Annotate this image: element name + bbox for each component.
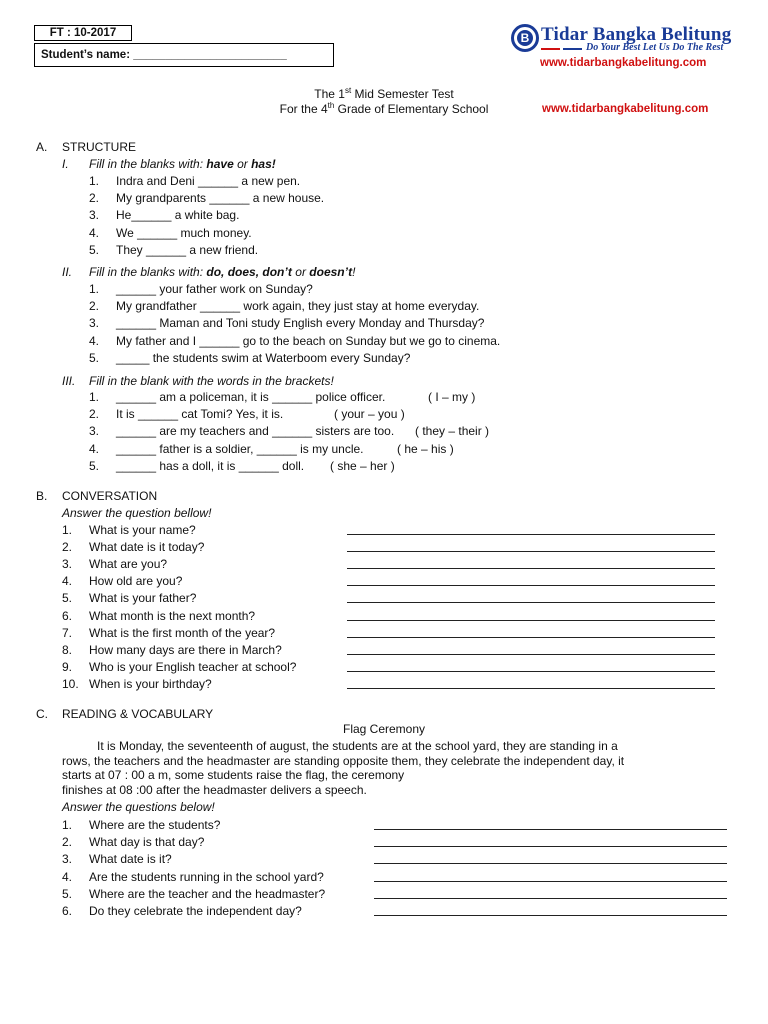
story-line-1: It is Monday, the seventeenth of august, the students are at the school yard, they are standing in a bbox=[97, 739, 618, 753]
question-text: How many days are there in March? bbox=[89, 642, 282, 657]
part3-roman: III. bbox=[62, 374, 76, 388]
story-line-4: finishes at 08 :00 after the headmaster delivers a speech. bbox=[62, 783, 367, 797]
question-text: Where are the students? bbox=[89, 818, 221, 832]
question-text: Do they celebrate the independent day? bbox=[89, 904, 302, 918]
student-name-box bbox=[34, 43, 334, 67]
list-item-number: 5. bbox=[89, 350, 100, 365]
question-number: 1. bbox=[62, 818, 73, 832]
list-item-number: 5. bbox=[89, 242, 100, 257]
section-b-title: CONVERSATION bbox=[62, 489, 158, 503]
part3-instruction: Fill in the blank with the words in the brackets! bbox=[89, 374, 334, 388]
list-item-number: 4. bbox=[89, 441, 100, 456]
list-item-number: 2. bbox=[89, 191, 100, 206]
fill-blank-item: ______ Maman and Toni study English every Monday and Thursday? bbox=[116, 316, 485, 331]
question-number: 8. bbox=[62, 642, 73, 657]
part1-roman: I. bbox=[62, 157, 69, 171]
fill-blank-item: My grandfather ______ work again, they just stay at home everyday. bbox=[116, 299, 480, 314]
brand-logo-letter: B bbox=[520, 31, 530, 45]
section-b-instruction: Answer the question bellow! bbox=[62, 506, 212, 520]
brand-underline-red bbox=[541, 48, 560, 50]
part2-instruction: Fill in the blanks with: do, does, don’t or doesn’t! bbox=[89, 265, 356, 279]
answer-line[interactable] bbox=[374, 898, 727, 899]
answer-line[interactable] bbox=[347, 585, 715, 586]
answer-line[interactable] bbox=[347, 688, 715, 689]
answer-line[interactable] bbox=[347, 568, 715, 569]
answer-line[interactable] bbox=[374, 829, 727, 830]
fill-blank-item: ______ has a doll, it is ______ doll. bbox=[116, 458, 305, 473]
bracket-hint: ( they – their ) bbox=[415, 424, 490, 439]
answer-line[interactable] bbox=[374, 846, 727, 847]
part1-instruction: Fill in the blanks with: have or has! bbox=[89, 157, 276, 171]
page-title-line1: The 1st Mid Semester Test bbox=[314, 86, 454, 101]
section-c-letter: C. bbox=[36, 707, 48, 721]
question-text: What are you? bbox=[89, 557, 168, 572]
list-item-number: 4. bbox=[89, 225, 100, 240]
question-number: 5. bbox=[62, 886, 73, 901]
fill-blank-item: ______ father is a soldier, ______ is my uncle. bbox=[116, 441, 364, 456]
fill-blank-item: My grandparents ______ a new house. bbox=[116, 191, 325, 206]
question-number: 4. bbox=[62, 869, 73, 884]
fill-blank-item: _____ the students swim at Waterboom every Sunday? bbox=[116, 350, 411, 365]
question-number: 6. bbox=[62, 608, 73, 623]
fill-blank-item: They ______ a new friend. bbox=[116, 242, 259, 257]
fill-blank-item: ______ am a policeman, it is ______ police officer. bbox=[116, 390, 386, 404]
story-title: Flag Ceremony bbox=[342, 722, 426, 736]
answer-line[interactable] bbox=[347, 637, 715, 638]
student-name-label: Student’s name: ________________________ bbox=[41, 49, 287, 61]
question-text: What day is that day? bbox=[89, 835, 205, 850]
fill-blank-item: My father and I ______ go to the beach on Sunday but we go to cinema. bbox=[116, 333, 501, 348]
section-a-title: STRUCTURE bbox=[62, 140, 136, 154]
list-item-number: 3. bbox=[89, 424, 100, 439]
question-text: Where are the teacher and the headmaster? bbox=[89, 886, 326, 901]
brand-underline-blue bbox=[563, 48, 582, 50]
question-number: 2. bbox=[62, 540, 73, 555]
question-number: 7. bbox=[62, 625, 73, 640]
list-item-number: 3. bbox=[89, 208, 100, 223]
question-text: Are the students running in the school yard? bbox=[89, 869, 324, 884]
answer-line[interactable] bbox=[347, 534, 715, 535]
fill-blank-item: We ______ much money. bbox=[116, 225, 252, 240]
brand-url-side[interactable]: www.tidarbangkabelitung.com bbox=[542, 103, 709, 115]
brand-name: Tidar Bangka Belitung bbox=[541, 24, 732, 45]
question-number: 6. bbox=[62, 904, 73, 918]
question-number: 3. bbox=[62, 557, 73, 572]
list-item-number: 1. bbox=[89, 174, 100, 188]
answer-line[interactable] bbox=[347, 620, 715, 621]
question-text: When is your birthday? bbox=[89, 676, 212, 691]
question-text: What month is the next month? bbox=[89, 608, 256, 623]
question-text: What date is it today? bbox=[89, 540, 205, 555]
list-item-number: 2. bbox=[89, 407, 100, 422]
list-item-number: 1. bbox=[89, 282, 100, 296]
brand-url-top[interactable]: www.tidarbangkabelitung.com bbox=[540, 57, 707, 69]
answer-line[interactable] bbox=[374, 915, 727, 916]
story-line-3: starts at 07 : 00 a m, some students raise the flag, the ceremony bbox=[62, 768, 405, 782]
question-number: 4. bbox=[62, 574, 73, 589]
bracket-hint: ( she – her ) bbox=[330, 458, 395, 473]
answer-line[interactable] bbox=[347, 654, 715, 655]
list-item-number: 3. bbox=[89, 316, 100, 331]
list-item-number: 5. bbox=[89, 458, 100, 473]
list-item-number: 4. bbox=[89, 333, 100, 348]
answer-line[interactable] bbox=[347, 602, 715, 603]
question-text: What date is it? bbox=[89, 852, 172, 867]
question-text: What is the first month of the year? bbox=[89, 625, 276, 640]
list-item-number: 1. bbox=[89, 390, 100, 404]
section-c-title: READING & VOCABULARY bbox=[62, 707, 214, 721]
part2-roman: II. bbox=[62, 265, 73, 279]
question-text: What is your name? bbox=[89, 523, 196, 537]
answer-line[interactable] bbox=[347, 551, 715, 552]
fill-blank-item: ______ are my teachers and ______ sisters are too. bbox=[116, 424, 395, 439]
question-text: How old are you? bbox=[89, 574, 183, 589]
question-number: 3. bbox=[62, 852, 73, 867]
bracket-hint: ( he – his ) bbox=[397, 441, 454, 456]
answer-line[interactable] bbox=[374, 863, 727, 864]
question-number: 9. bbox=[62, 659, 73, 674]
question-number: 1. bbox=[62, 523, 73, 537]
page-title-line2: For the 4th Grade of Elementary School bbox=[279, 101, 489, 116]
answer-line[interactable] bbox=[374, 881, 727, 882]
question-number: 5. bbox=[62, 591, 73, 606]
brand-logo bbox=[511, 24, 539, 52]
answer-line[interactable] bbox=[347, 671, 715, 672]
bracket-hint: ( your – you ) bbox=[334, 407, 405, 422]
form-code-box bbox=[34, 25, 132, 41]
question-number: 2. bbox=[62, 835, 73, 850]
fill-blank-item: ______ your father work on Sunday? bbox=[116, 282, 313, 296]
section-a-heading: A. bbox=[36, 140, 48, 154]
question-number: 10. bbox=[62, 676, 79, 691]
story-line-2: rows, the teachers and the headmaster are standing opposite them, they celebrate the independent day, it bbox=[62, 754, 625, 768]
section-c-instruction: Answer the questions below! bbox=[62, 800, 215, 814]
list-item-number: 2. bbox=[89, 299, 100, 314]
question-text: What is your father? bbox=[89, 591, 197, 606]
question-text: Who is your English teacher at school? bbox=[89, 659, 297, 674]
fill-blank-item: It is ______ cat Tomi? Yes, it is. bbox=[116, 407, 284, 422]
section-b-letter: B. bbox=[36, 489, 48, 503]
fill-blank-item: He______ a white bag. bbox=[116, 208, 240, 223]
fill-blank-item: Indra and Deni ______ a new pen. bbox=[116, 174, 301, 188]
form-code: FT : 10-2017 bbox=[49, 27, 117, 39]
bracket-hint: ( I – my ) bbox=[428, 390, 476, 404]
brand-slogan: Do Your Best Let Us Do The Rest bbox=[586, 42, 724, 53]
